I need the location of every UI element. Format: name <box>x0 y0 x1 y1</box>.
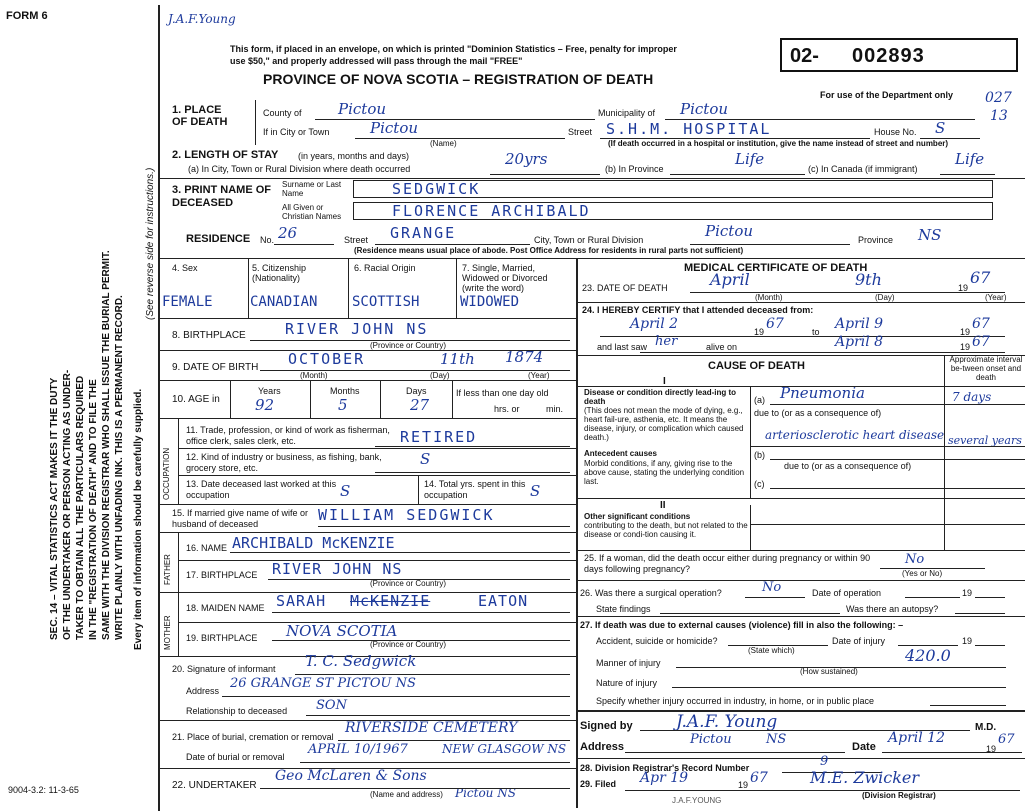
op-year-prefix: 19 <box>962 588 973 598</box>
interval-header: Approximate interval be-tween onset and death <box>949 355 1023 382</box>
father-birthplace-label: 17. BIRTHPLACE <box>186 570 258 580</box>
filed-date: Apr 19 <box>640 770 689 786</box>
total-years-value: S <box>530 482 541 500</box>
line <box>178 448 576 449</box>
last-saw-label: and last saw <box>597 342 648 352</box>
undertaker-label: 22. UNDERTAKER <box>172 780 257 791</box>
dob-month: OCTOBER <box>288 350 366 368</box>
physician-signature: J.A.F. Young <box>676 712 778 732</box>
state-which-caption: (State which) <box>748 646 795 655</box>
q25-label: 25. If a woman, did the death occur either during pregnancy or within 90 days following pregnancy? <box>584 553 871 574</box>
line <box>272 612 570 613</box>
industry-label: 12. Kind of industry or business, as fishing, bank, grocery store, etc. <box>186 452 382 473</box>
residence-note: (Residence means usual place of abode. Post Office Address for residents in rural parts not sufficient) <box>354 246 744 255</box>
line <box>375 244 530 245</box>
line <box>670 174 805 175</box>
length-of-stay-sublabel: (in years, months and days) <box>298 151 410 161</box>
surname-value: SEDGWICK <box>392 180 481 198</box>
to-label: to <box>812 327 820 337</box>
findings-label: State findings <box>596 604 651 614</box>
municipality-value: Pictou <box>680 100 729 118</box>
line <box>578 550 1025 551</box>
death-year-caption: (Year) <box>985 293 1007 302</box>
other-conditions-label: Other significant conditions <box>584 512 691 521</box>
nature-label: Nature of injury <box>596 678 658 688</box>
burial-label: 21. Place of burial, cremation or removal <box>172 732 334 742</box>
yes-no-caption: (Yes or No) <box>902 569 943 578</box>
mother-side-label: MOTHER <box>163 615 172 650</box>
line <box>306 715 570 716</box>
last-worked-value: S <box>340 482 351 500</box>
industry-value: S <box>420 450 431 468</box>
racial-value: SCOTTISH <box>352 294 420 310</box>
age-days: 27 <box>410 396 430 414</box>
autopsy-label: Was there an autopsy? <box>846 604 939 614</box>
divider <box>750 505 751 550</box>
marital-label: 7. Single, Married, Widowed or Divorced (write the word) <box>462 263 548 293</box>
residence-no: 26 <box>278 224 298 242</box>
sign-year-prefix: 19 <box>986 744 997 754</box>
q28-label: 28. Division Registrar's Record Number <box>580 763 750 773</box>
burial-date: APRIL 10/1967 <box>308 742 408 757</box>
attended-to-year: 67 <box>972 316 990 332</box>
stay-c-label: (c) In Canada (if immigrant) <box>808 164 918 174</box>
line <box>160 178 1025 179</box>
form-number: FORM 6 <box>6 10 48 22</box>
injury-date-label: Date of injury <box>832 636 886 646</box>
line <box>640 352 1005 353</box>
age-days-label: Days <box>406 386 427 396</box>
divider <box>310 380 311 418</box>
sex-value: FEMALE <box>162 294 213 310</box>
manner-label: Manner of injury <box>596 658 661 668</box>
total-years-label: 14. Total yrs. spent in this occupation <box>424 479 526 500</box>
stay-c-value: Life <box>955 150 985 168</box>
racial-label: 6. Racial Origin <box>354 263 416 273</box>
roman-one: I <box>663 376 666 387</box>
residence-province-label: Province <box>858 235 894 245</box>
relationship-label: Relationship to deceased <box>186 706 288 716</box>
city-value: Pictou <box>370 119 419 137</box>
house-value: S <box>935 119 946 137</box>
line <box>295 674 570 675</box>
sign-date-label: Date <box>852 741 876 753</box>
residence-province: NS <box>918 226 942 244</box>
line <box>625 790 1020 791</box>
line <box>578 302 1025 303</box>
line <box>274 244 334 245</box>
dept-code-2: 13 <box>990 108 1008 124</box>
form-left-border <box>158 5 160 811</box>
undertaker-address: Pictou NS <box>455 786 516 800</box>
dob-day-caption: (Day) <box>430 371 450 380</box>
mother-birthplace-label: 19. BIRTHPLACE <box>186 633 258 643</box>
informant-label: 20. Signature of informant <box>172 664 276 674</box>
municipality-label: Municipality of <box>598 108 656 118</box>
stay-a-value: 20yrs <box>505 150 548 168</box>
line <box>375 472 570 473</box>
informant-address-label: Address <box>186 686 220 696</box>
divider <box>248 258 249 318</box>
birthplace-caption: (Province or Country) <box>370 341 447 350</box>
mother-birthplace: NOVA SCOTIA <box>286 622 398 640</box>
sign-year: 67 <box>998 732 1015 747</box>
mother-name-label: 18. MAIDEN NAME <box>186 603 265 613</box>
place-of-death-label: 1. PLACE OF DEATH <box>172 104 228 128</box>
cause-b-label: (b) <box>754 450 765 460</box>
age-months: 5 <box>338 396 348 414</box>
age-years-label: Years <box>258 386 281 396</box>
cause-a-value: Pneumonia <box>780 384 865 402</box>
page-title: PROVINCE OF NOVA SCOTIA – REGISTRATION OF DEATH <box>263 71 654 87</box>
city-label: If in City or Town <box>263 127 330 137</box>
divider <box>230 380 231 418</box>
q27-label: 27. If death was due to external causes (violence) fill in also the following: – <box>580 620 904 630</box>
disease-note: (This does not mean the mode of dying, e.g., heart fail-ure, asthenia, etc. It means the disease, injury, or complication which caused death.) <box>584 406 744 442</box>
divider <box>944 355 945 550</box>
trade-label: 11. Trade, profession, or kind of work as fisherman, office clerk, sales clerk, etc. <box>186 425 390 446</box>
q25-value: No <box>905 552 925 567</box>
footer-code: 9004-3.2: 11-3-65 <box>8 785 79 795</box>
line <box>315 119 595 120</box>
line <box>355 138 565 139</box>
burial-town: NEW GLASGOW NS <box>442 742 567 756</box>
line <box>578 710 1025 712</box>
line <box>160 258 1025 259</box>
death-year: 67 <box>970 268 991 287</box>
min-label: min. <box>546 404 564 414</box>
sec14-text: SEC. 14 – VITAL STATISTICS ACT MAKES IT THE DUTY OF THE UNDERTAKER OR PERSON ACTING AS UNDER- TAKER TO OBTAIN ALL THE PARTICULARS REQUIRED IN THE "REGISTRATION OF DEATH" AND TO FILE THE SAME WITH THE DIVISION REGISTRAR WHO SHALL ISSUE THE BURIAL PERMIT. WRITE PLAINLY WITH UNFADING INK. THIS IS A PERMANENT RECORD. <box>49 250 125 640</box>
death-year-prefix: 19 <box>958 283 969 293</box>
registrar-signature: M.E. Zwicker <box>810 768 920 787</box>
length-of-stay-label: 2. LENGTH OF STAY <box>172 149 279 161</box>
line <box>770 488 1025 489</box>
death-day-caption: (Day) <box>875 293 895 302</box>
street-value: S.H.M. HOSPITAL <box>606 120 772 138</box>
dob-month-caption: (Month) <box>300 371 328 380</box>
certify-label: 24. I HEREBY CERTIFY that I attended deceased from: <box>582 305 814 315</box>
last-saw-year-prefix: 19 <box>960 342 971 352</box>
how-sustained-caption: (How sustained) <box>800 667 858 676</box>
county-value: Pictou <box>338 100 387 118</box>
envelope-note-1: This form, if placed in an envelope, on which is printed "Dominion Statistics – Free, penalty for improper <box>230 44 677 54</box>
line <box>672 687 1006 688</box>
cause-a-interval: 7 days <box>952 390 992 404</box>
due-to-1: due to (or as a consequence of) <box>754 408 882 418</box>
given-value: FLORENCE ARCHIBALD <box>392 202 591 220</box>
envelope-note-2: use $50," and properly addressed will pass through the mail "FREE" <box>230 56 523 66</box>
house-label: House No. <box>874 127 917 137</box>
roman-two: II <box>660 500 666 511</box>
supply-note: Every item of information should be carefully supplied. <box>133 388 144 650</box>
filed-year: 67 <box>750 770 768 786</box>
last-saw-year: 67 <box>972 334 990 350</box>
line <box>578 580 1025 581</box>
dob-label: 9. DATE OF BIRTH <box>172 362 259 373</box>
divider <box>750 386 751 498</box>
line <box>160 318 576 319</box>
dept-use-label: For use of the Department only <box>820 90 954 100</box>
line <box>230 552 570 553</box>
divider <box>456 258 457 318</box>
registration-prefix: 02- <box>790 45 819 67</box>
line <box>260 788 570 789</box>
divider <box>178 418 179 504</box>
footer-signature: J.A.F.YOUNG <box>672 796 722 805</box>
cause-c-label: (c) <box>754 479 765 489</box>
division-registrar-caption: (Division Registrar) <box>862 791 936 800</box>
hrs-label: hrs. or <box>494 404 520 414</box>
dob-year: 1874 <box>505 348 544 366</box>
from-year-prefix: 19 <box>754 327 765 337</box>
corner-signature: J.A.F.Young <box>168 12 236 26</box>
residence-label: RESIDENCE <box>186 233 251 245</box>
last-saw-date: April 8 <box>835 334 884 350</box>
line <box>975 597 1005 598</box>
spouse-label: 15. If married give name of wife or husband of deceased <box>172 508 309 529</box>
line <box>300 762 570 763</box>
line <box>375 446 570 447</box>
op-date-label: Date of operation <box>812 588 882 598</box>
line <box>338 740 570 741</box>
age-months-label: Months <box>330 386 360 396</box>
divider <box>348 258 349 318</box>
line <box>940 174 995 175</box>
last-worked-label: 13. Date deceased last worked at this occupation <box>186 479 337 500</box>
father-bp-caption: (Province or Country) <box>370 579 447 588</box>
line <box>770 459 1025 460</box>
residence-city-label: City, Town or Rural Division <box>534 235 644 245</box>
column-divider <box>576 258 578 808</box>
line <box>318 526 570 527</box>
name-caption: (Name) <box>430 139 457 148</box>
alive-on-label: alive on <box>706 342 738 352</box>
to-year-prefix: 19 <box>960 327 971 337</box>
father-name-label: 16. NAME <box>186 543 228 553</box>
trade-value: RETIRED <box>400 428 478 446</box>
dept-code-1: 027 <box>985 90 1012 106</box>
burial-date-label: Date of burial or removal <box>186 752 285 762</box>
line <box>160 532 576 533</box>
line <box>750 524 1025 525</box>
injury-year-prefix: 19 <box>962 636 973 646</box>
attended-from: April 2 <box>630 316 679 332</box>
specify-label: Specify whether injury occurred in industry, in home, or in public place <box>596 696 874 706</box>
mother-name-struck: McKENZIE <box>350 592 431 610</box>
county-label: County of <box>263 108 302 118</box>
accident-label: Accident, suicide or homicide? <box>596 636 718 646</box>
dob-day: 11th <box>440 350 475 368</box>
line <box>930 705 1006 706</box>
print-name-label: 3. PRINT NAME OF DECEASED <box>172 184 272 209</box>
stay-a-label: (a) In City, Town or Rural Division where death occurred <box>188 164 411 174</box>
physician-address: Pictou <box>690 732 732 747</box>
divider <box>380 380 381 418</box>
date-of-death-label: 23. DATE OF DEATH <box>582 283 668 293</box>
line <box>160 418 576 419</box>
attended-from-year: 67 <box>766 316 784 332</box>
mother-name-after: EATON <box>478 592 529 610</box>
undertaker-caption: (Name and address) <box>370 790 443 799</box>
father-name: ARCHIBALD McKENZIE <box>232 534 395 552</box>
line <box>745 597 805 598</box>
line <box>690 244 850 245</box>
mother-bp-caption: (Province or Country) <box>370 640 447 649</box>
physician-address-extra: NS <box>766 732 787 747</box>
line <box>490 174 600 175</box>
death-day: 9th <box>855 270 882 289</box>
spouse-value: WILLIAM SEDGWICK <box>318 506 495 524</box>
divider <box>178 532 179 656</box>
line <box>975 645 1005 646</box>
surname-label: Surname or Last Name <box>282 180 342 198</box>
md-label: M.D. <box>975 722 997 733</box>
disease-label: Disease or condition directly lead-ing to death <box>584 388 737 406</box>
given-label: All Given or Christian Names <box>282 203 342 221</box>
occupation-side-label: OCCUPATION <box>162 447 171 500</box>
divider <box>418 475 419 504</box>
attended-to: April 9 <box>835 316 884 332</box>
registration-number: 002893 <box>852 45 925 67</box>
line <box>690 292 1005 293</box>
physician-address-label: Address <box>580 741 625 753</box>
residence-street: GRANGE <box>390 224 457 242</box>
line <box>160 504 576 505</box>
registration-number-box <box>780 38 1018 72</box>
age-label: 10. AGE in <box>172 394 220 405</box>
line <box>905 597 960 598</box>
street-label: Street <box>568 127 593 137</box>
less-day-label: If less than one day old <box>456 388 549 398</box>
hospital-note: (If death occurred in a hospital or institution, give the name instead of street and number) <box>608 139 949 148</box>
line <box>578 498 1025 499</box>
undertaker-value: Geo McLaren & Sons <box>275 768 427 784</box>
residence-city: Pictou <box>705 222 754 240</box>
line <box>955 613 1005 614</box>
line <box>160 380 576 381</box>
last-saw-who: her <box>655 334 678 349</box>
due-to-2: due to (or as a consequence of) <box>784 461 912 471</box>
line <box>578 758 1025 759</box>
cause-b-value: arteriosclerotic heart disease <box>765 428 945 442</box>
reverse-note: (See reverse side for instructions.) <box>145 167 156 320</box>
line <box>178 475 576 476</box>
mother-name: SARAH <box>276 592 327 610</box>
medical-header: MEDICAL CERTIFICATE OF DEATH <box>684 262 868 274</box>
birthplace-value: RIVER JOHN NS <box>285 320 429 338</box>
antecedent-label: Antecedent causes <box>584 449 657 458</box>
informant-address: 26 GRANGE ST PICTOU NS <box>230 676 416 691</box>
cause-b-interval: several years <box>948 434 1022 447</box>
cause-header: CAUSE OF DEATH <box>708 360 805 372</box>
filed-year-prefix: 19 <box>738 780 749 790</box>
dob-year-caption: (Year) <box>528 371 550 380</box>
residence-street-label: Street <box>344 235 369 245</box>
residence-no-label: No. <box>260 235 275 245</box>
sign-date: April 12 <box>888 730 945 746</box>
citizenship-label: 5. Citizenship (Nationality) <box>252 263 307 283</box>
stay-b-value: Life <box>735 150 765 168</box>
antecedent-note: Morbid conditions, if any, giving rise to the above cause, stating the underlying condition last. <box>584 459 745 486</box>
birthplace-label: 8. BIRTHPLACE <box>172 330 246 341</box>
cause-a-label: (a) <box>754 395 765 405</box>
death-month-caption: (Month) <box>755 293 783 302</box>
citizenship-value: CANADIAN <box>250 294 318 310</box>
death-month: April <box>710 270 750 289</box>
line <box>882 752 1022 753</box>
q26-value: No <box>762 580 782 595</box>
line <box>222 696 570 697</box>
manner-code: 420.0 <box>905 646 951 665</box>
stay-b-label: (b) In Province <box>605 164 664 174</box>
line <box>578 616 1025 617</box>
divider <box>452 380 453 418</box>
father-side-label: FATHER <box>163 554 172 585</box>
signed-by-label: Signed by <box>580 720 633 732</box>
marital-value: WIDOWED <box>460 294 520 310</box>
sex-label: 4. Sex <box>172 263 198 273</box>
line <box>770 404 1025 405</box>
q29-label: 29. Filed <box>580 779 617 789</box>
father-birthplace: RIVER JOHN NS <box>272 560 403 578</box>
relationship-value: SON <box>316 698 347 713</box>
burial-place: RIVERSIDE CEMETERY <box>345 720 518 736</box>
q28-value: 9 <box>820 754 829 769</box>
divider <box>255 100 256 145</box>
q26-label: 26. Was there a surgical operation? <box>580 588 722 598</box>
other-conditions-note: contributing to the death, but not related to the disease or condi-tion causing it. <box>584 521 748 539</box>
informant-signature: T. C. Sedgwick <box>305 652 417 670</box>
age-years: 92 <box>255 396 275 414</box>
line <box>750 446 1025 447</box>
line <box>660 613 840 614</box>
line <box>625 752 845 753</box>
